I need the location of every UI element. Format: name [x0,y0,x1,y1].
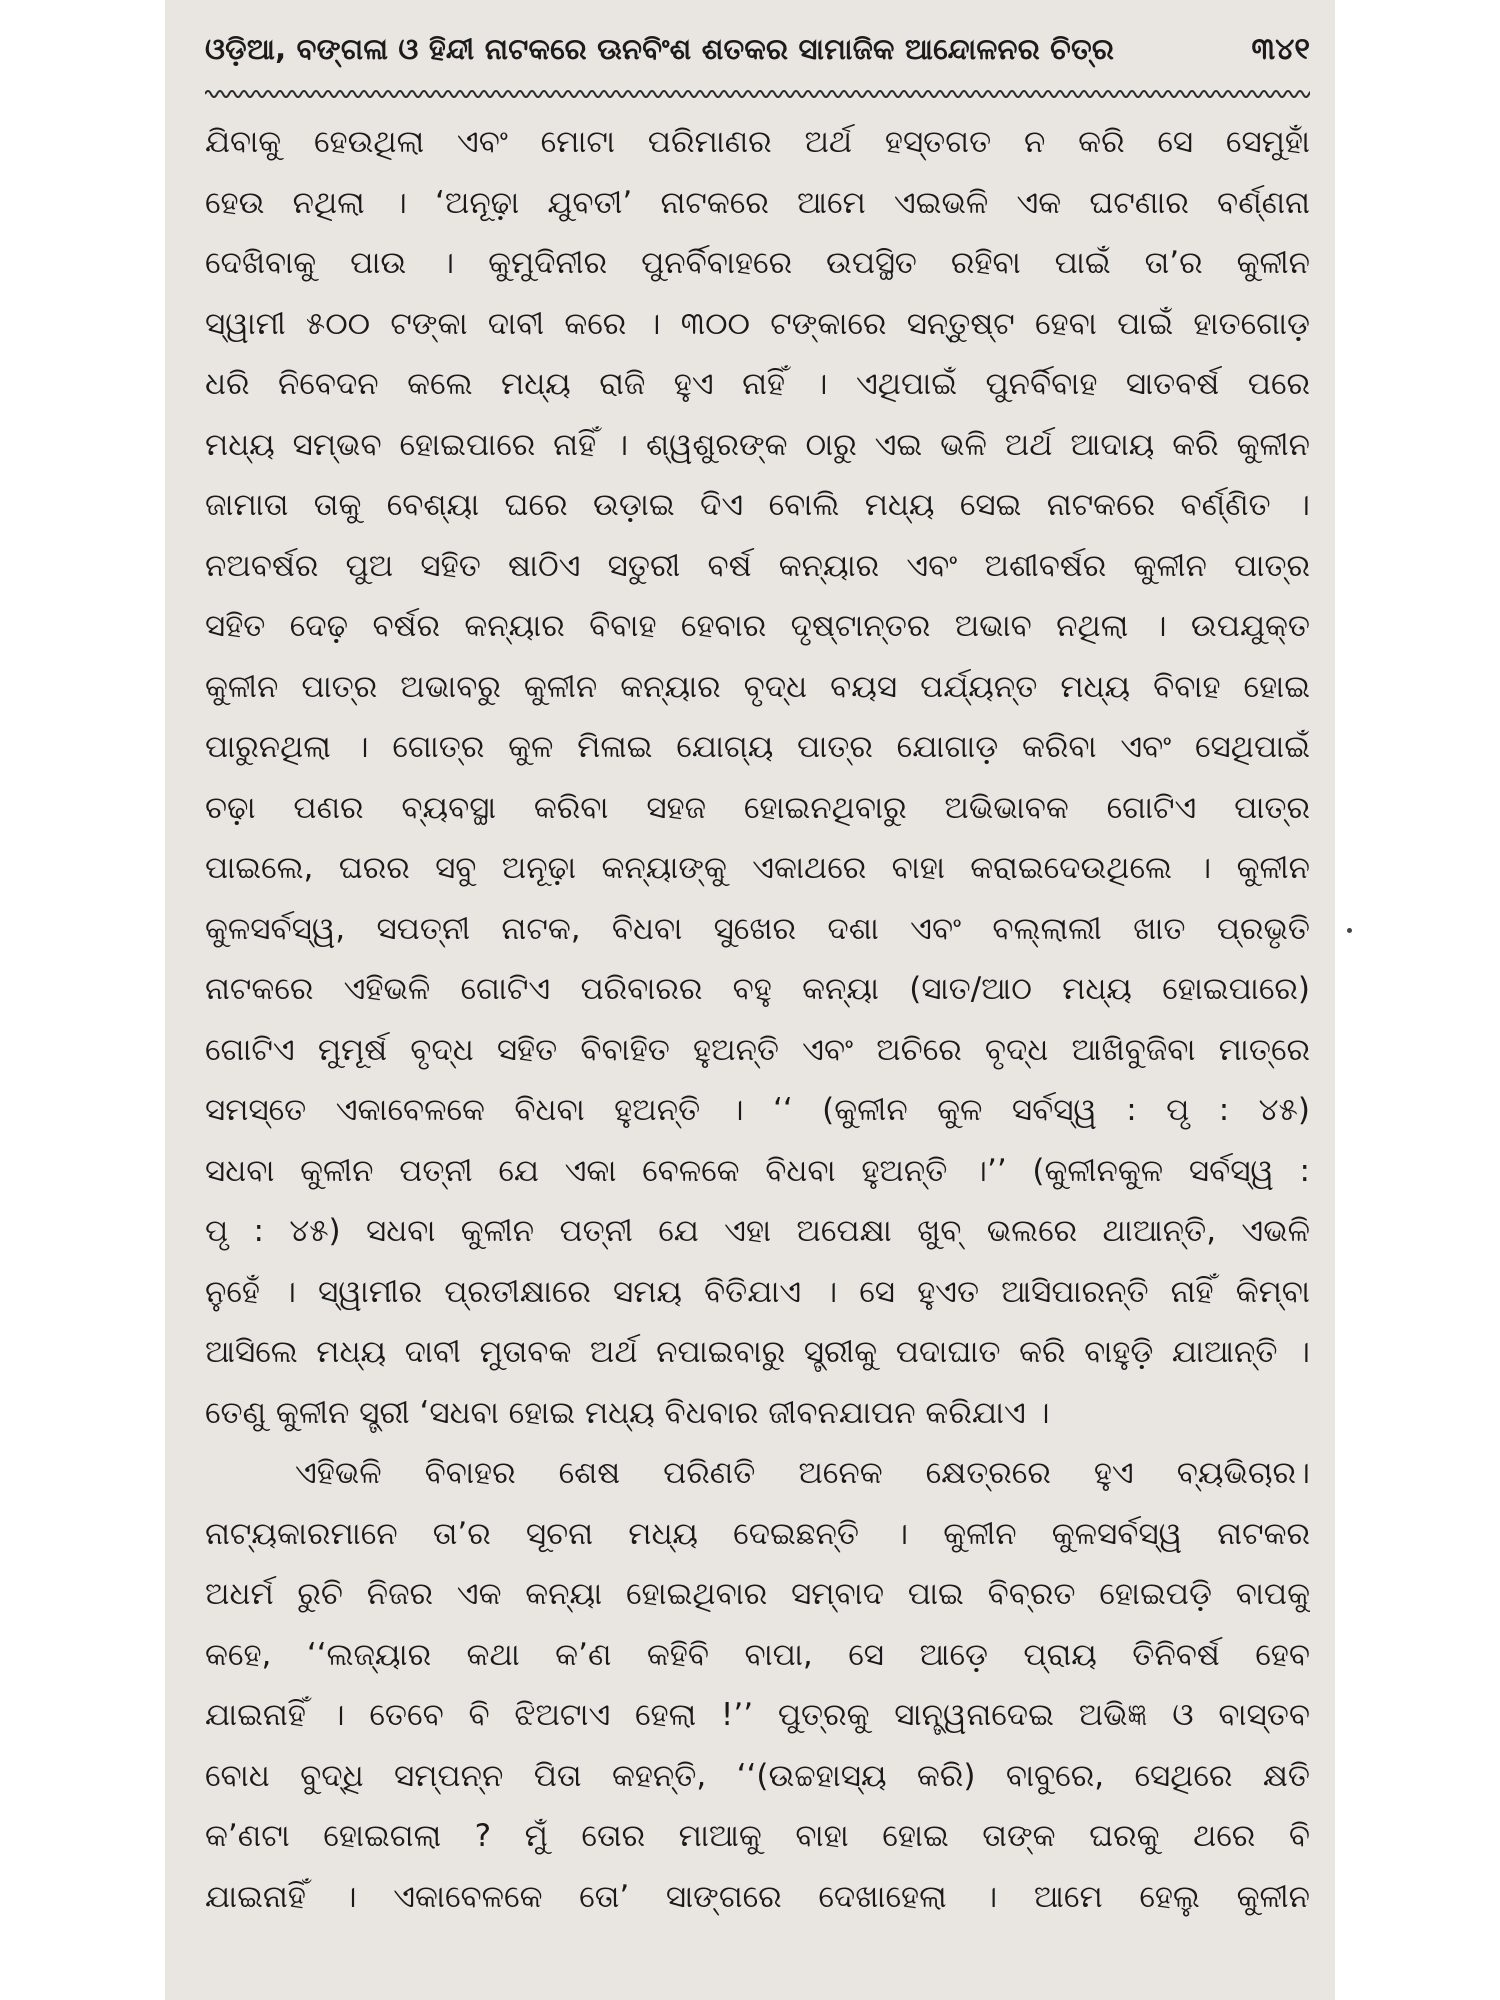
text-line: ସମସ୍ତେ ଏକାବେଳକେ ବିଧବା ହୁଅନ୍ତି । ‘‘ (କୁଳୀନ କୁଳ ସର୍ବସ୍ୱ : ପୃ : ୪୫) [205,1092,1310,1128]
text-line: ଅଧର୍ମ ରୁଚି ନିଜର ଏକ କନ୍ୟା ହୋଇଥିବାର ସମ୍ବାଦ ପାଇ ବିବ୍ରତ ହୋଇପଡ଼ି ବାପକୁ [205,1576,1310,1612]
wavy-divider [205,86,1310,102]
text-line: ହେଉ ନଥିଲା । ‘ଅନୂଢ଼ା ଯୁବତୀ’ ନାଟକରେ ଆମେ ଏଇଭଳି ଏକ ଘଟଣାର ବର୍ଣ୍ଣନା [205,184,1310,221]
margin-speck [1347,928,1352,933]
text-line: ଯିବାକୁ ହେଉଥିଲା ଏବଂ ମୋଟା ପରିମାଣର ଅର୍ଥ ହସ୍ତଗତ ନ କରି ସେ ସେମୁହାଁ [205,124,1310,160]
text-line: ତେଣୁ କୁଳୀନ ସ୍ତ୍ରୀ ‘ସଧବା ହୋଇ ମଧ୍ୟ ବିଧବାର ଜୀବନଯାପନ କରିଯାଏ । [205,1394,1050,1431]
text-line: ଜାମାତା ତାକୁ ବେଶ୍ୟା ଘରେ ଉଡ଼ାଇ ଦିଏ ବୋଲି ମଧ୍ୟ ସେଇ ନାଟକରେ ବର୍ଣ୍ଣିତ । [205,487,1310,523]
running-header [205,32,1310,82]
book-page [165,0,1335,2000]
text-line-paragraph-start: ଏହିଭଳି ବିବାହର ଶେଷ ପରିଣତି ଅନେକ କ୍ଷେତ୍ରରେ ହୁଏ ବ୍ୟଭିଚାର। [295,1455,1310,1491]
text-line: ଆସିଲେ ମଧ୍ୟ ଦାବୀ ମୁତାବକ ଅର୍ଥ ନପାଇବାରୁ ସ୍ତ୍ରୀକୁ ପଦାଘାତ କରି ବାହୁଡ଼ି ଯାଆନ୍ତି । [205,1334,1310,1370]
text-line: ସହିତ ଦେଢ଼ ବର୍ଷର କନ୍ୟାର ବିବାହ ହେବାର ଦୃଷ୍ଟାନ୍ତର ଅଭାବ ନଥିଲା । ଉପଯୁକ୍ତ [205,608,1310,644]
text-line: କହେ, ‘‘ଲଜ୍ୟାର କଥା କ’ଣ କହିବି ବାପା, ସେ ଆଡ଼େ ପ୍ରାୟ ତିନିବର୍ଷ ହେବ [205,1636,1310,1673]
text-line: ପୃ : ୪୫) ସଧବା କୁଳୀନ ପତ୍ନୀ ଯେ ଏହା ଅପେକ୍ଷା ଖୁବ୍ ଭଲରେ ଥାଆନ୍ତି, ଏଭଳି [205,1213,1310,1249]
text-line: ଯାଇନାହିଁ । ଏକାବେଳକେ ତୋ’ ସାଙ୍ଗରେ ଦେଖାହେଲା । ଆମେ ହେଲୁ କୁଳୀନ [205,1878,1310,1915]
text-line: ନାଟ୍ୟକାରମାନେ ତା’ର ସୂଚନା ମଧ୍ୟ ଦେଇଛନ୍ତି । କୁଳୀନ କୁଳସର୍ବସ୍ୱ ନାଟକର [205,1515,1310,1552]
text-line: ଦେଖିବାକୁ ପାଉ । କୁମୁଦିନୀର ପୁନର୍ବିବାହରେ ଉପସ୍ଥିତ ରହିବା ପାଇଁ ତା’ର କୁଳୀନ [205,245,1310,281]
text-line: ନାଟକରେ ଏହିଭଳି ଗୋଟିଏ ପରିବାରର ବହୁ କନ୍ୟା (ସାତ/ଆଠ ମଧ୍ୟ ହୋଇପାରେ) [205,971,1310,1007]
text-line: ସ୍ୱାମୀ ୫୦୦ ଟଙ୍କା ଦାବୀ କରେ । ୩୦୦ ଟଙ୍କାରେ ସନ୍ତୁଷ୍ଟ ହେବା ପାଇଁ ହାତଗୋଡ଼ [205,305,1310,342]
text-line: କ’ଣଟା ହୋଇଗଲା ? ମୁଁ ତୋର ମାଆକୁ ବାହା ହୋଇ ତାଙ୍କ ଘରକୁ ଥରେ ବି [205,1818,1310,1854]
text-line: କୁଳୀନ ପାତ୍ର ଅଭାବରୁ କୁଳୀନ କନ୍ୟାର ବୃଦ୍ଧ ବୟସ ପର୍ଯ୍ୟନ୍ତ ମଧ୍ୟ ବିବାହ ହୋଇ [205,668,1310,705]
body-text [205,112,1310,1927]
text-line: ନଅବର୍ଷର ପୁଅ ସହିତ ଷାଠିଏ ସତୁରୀ ବର୍ଷ କନ୍ୟାର ଏବଂ ଅଶୀବର୍ଷର କୁଳୀନ ପାତ୍ର [205,547,1310,584]
text-line: ବୋଧ ବୁଦ୍ଧି ସମ୍ପନ୍ନ ପିତା କହନ୍ତି, ‘‘(ଉଚ୍ଚହାସ୍ୟ କରି) ବାବୁରେ, ସେଥିରେ କ୍ଷତି [205,1757,1310,1794]
text-line: ମଧ୍ୟ ସମ୍ଭବ ହୋଇପାରେ ନାହିଁ । ଶ୍ୱଶୁରଙ୍କ ଠାରୁ ଏଇ ଭଳି ଅର୍ଥ ଆଦାୟ କରି କୁଳୀନ [205,426,1310,463]
text-line: ପାରୁନଥିଲା । ଗୋତ୍ର କୁଳ ମିଳାଇ ଯୋଗ୍ୟ ପାତ୍ର ଯୋଗାଡ଼ କରିବା ଏବଂ ସେଥିପାଇଁ [205,729,1310,765]
page-number: ୩୪୧ [1251,32,1310,67]
text-line: କୁଳସର୍ବସ୍ୱ, ସପତ୍ନୀ ନାଟକ, ବିଧବା ସୁଖେର ଦଶା ଏବଂ ବଲ୍ଲାଲୀ ଖାତ ପ୍ରଭୃତି [205,910,1310,947]
text-line: ସଧବା କୁଳୀନ ପତ୍ନୀ ଯେ ଏକା ବେଳକେ ବିଧବା ହୁଅନ୍ତି ।’’ (କୁଳୀନକୁଳ ସର୍ବସ୍ୱ : [205,1152,1310,1189]
text-line: ଧରି ନିବେଦନ କଲେ ମଧ୍ୟ ରାଜି ହୁଏ ନାହିଁ । ଏଥିପାଇଁ ପୁନର୍ବିବାହ ସାତବର୍ଷ ପରେ [205,366,1310,402]
text-line: ନୁହେଁ । ସ୍ୱାମୀର ପ୍ରତୀକ୍ଷାରେ ସମୟ ବିତିଯାଏ । ସେ ହୁଏତ ଆସିପାରନ୍ତି ନାହିଁ କିମ୍ବା [205,1273,1310,1310]
text-line: ଚଢ଼ା ପଣର ବ୍ୟବସ୍ଥା କରିବା ସହଜ ହୋଇନଥିବାରୁ ଅଭିଭାବକ ଗୋଟିଏ ପାତ୍ର [205,789,1310,826]
running-header-title: ଓଡ଼ିଆ, ବଙ୍ଗଳା ଓ ହିନ୍ଦୀ ନାଟକରେ ଊନବିଂଶ ଶତକର ସାମାଜିକ ଆନ୍ଦୋଳନର ଚିତ୍ର [205,32,1115,66]
text-line: ପାଇଲେ, ଘରର ସବୁ ଅନୂଢ଼ା କନ୍ୟାଙ୍କୁ ଏକାଥରେ ବାହା କରାଇଦେଉଥିଲେ । କୁଳୀନ [205,850,1310,886]
text-line: ଯାଇନାହିଁ । ତେବେ ବି ଝିଅଟାଏ ହେଲା !’’ ପୁତ୍ରକୁ ସାନ୍ତ୍ୱନାଦେଇ ଅଭିଜ୍ଞ ଓ ବାସ୍ତବ [205,1697,1310,1733]
text-line: ଗୋଟିଏ ମୁମୂର୍ଷ ବୃଦ୍ଧ ସହିତ ବିବାହିତ ହୁଅନ୍ତି ଏବଂ ଅଚିରେ ବୃଦ୍ଧ ଆଖିବୁଜିବା ମାତ୍ରେ [205,1031,1310,1068]
